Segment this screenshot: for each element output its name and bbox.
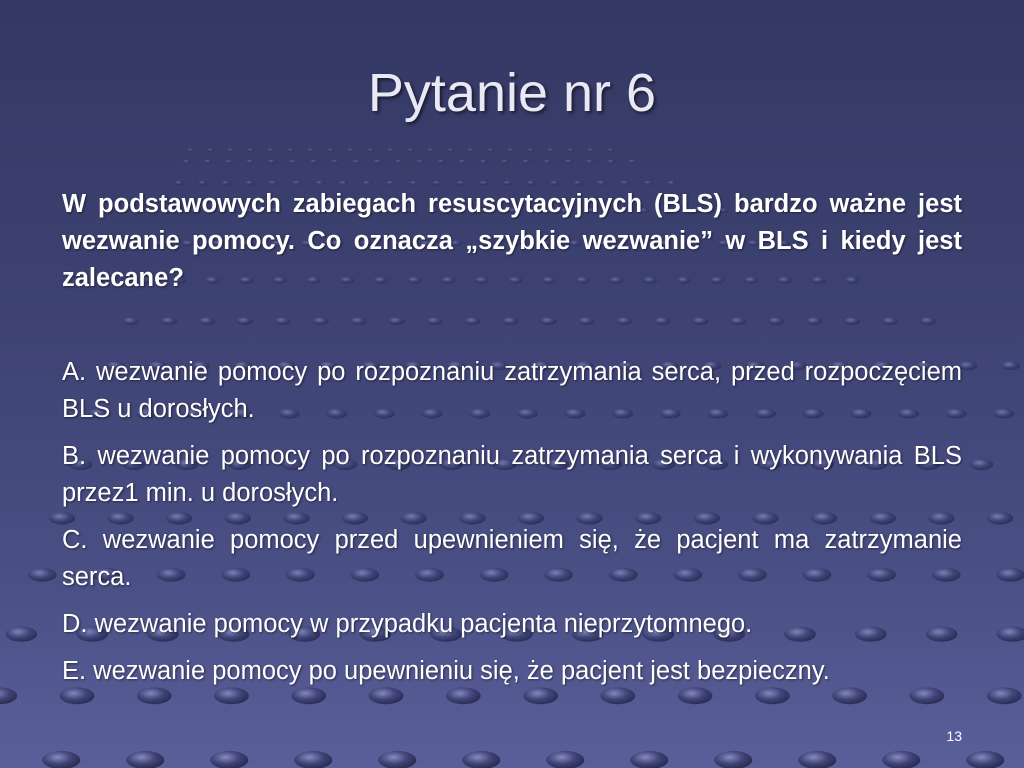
background-dot — [464, 317, 480, 325]
background-dot — [467, 148, 475, 152]
background-dot — [388, 317, 404, 325]
background-dot — [227, 148, 235, 152]
background-dot — [526, 181, 536, 186]
background-dot — [507, 148, 515, 152]
background-dot — [667, 181, 677, 186]
background-dot — [586, 160, 595, 164]
background-dot — [427, 148, 435, 152]
background-dot — [630, 751, 668, 768]
background-dot — [161, 317, 177, 325]
background-dot — [806, 317, 822, 325]
background-dot — [966, 751, 1004, 768]
background-dot — [522, 160, 531, 164]
background-dot — [267, 148, 275, 152]
background-dot — [292, 181, 302, 186]
answer-a: A. wezwanie pomocy po rozpoznaniu zatrzymania serca, przed rozpoczęciem BLS u dorosłych. — [62, 358, 962, 423]
background-dot — [573, 181, 583, 186]
background-dot — [501, 160, 510, 164]
background-dot — [798, 751, 836, 768]
background-dot — [352, 160, 361, 164]
background-dot — [207, 148, 215, 152]
background-dot — [543, 160, 552, 164]
answer-list — [62, 354, 962, 700]
background-dot — [1001, 361, 1020, 370]
background-dot — [502, 317, 518, 325]
question-text: W podstawowych zabiegach resuscytacyjnych (BLS) bardzo ważne jest wezwanie pomocy. Co oznacza „szybkie wezwanie” w BLS i kiedy jest zalecane? — [62, 190, 962, 292]
background-dot — [997, 627, 1024, 642]
background-dot — [210, 751, 248, 768]
background-dot — [267, 160, 276, 164]
background-dot — [416, 160, 425, 164]
background-dot — [268, 181, 278, 186]
background-dot — [174, 181, 184, 186]
background-dot — [503, 181, 513, 186]
background-dot — [362, 181, 372, 186]
answer-b: B. wezwanie pomocy po rozpoznaniu zatrzymania serca i wykonywania BLS przez1 min. u dorosłych. — [62, 442, 962, 507]
background-dot — [567, 148, 575, 152]
background-dot — [432, 181, 442, 186]
answer-c: C. wezwanie pomocy przed upewnieniem się, że pacjent ma zatrzymanie serca. — [62, 526, 962, 591]
background-dot — [339, 181, 349, 186]
background-dot — [447, 148, 455, 152]
background-dot — [310, 160, 319, 164]
background-dot — [407, 148, 415, 152]
background-dot — [247, 148, 255, 152]
background-dot — [327, 148, 335, 152]
background-dot — [844, 317, 860, 325]
background-dot — [315, 181, 325, 186]
slide-number: 13 — [946, 728, 962, 744]
background-dot — [246, 160, 255, 164]
background-dot — [386, 181, 396, 186]
background-dot — [540, 317, 556, 325]
background-dot — [527, 148, 535, 152]
background-dot — [714, 751, 752, 768]
background-dot — [289, 160, 298, 164]
background-dot — [768, 317, 784, 325]
background-dot — [331, 160, 340, 164]
background-dot — [350, 317, 366, 325]
background-dot — [395, 160, 404, 164]
background-dot — [221, 181, 231, 186]
background-dot — [426, 317, 442, 325]
background-dot — [458, 160, 467, 164]
background-dot — [275, 317, 291, 325]
background-dot — [487, 148, 495, 152]
background-dot — [456, 181, 466, 186]
background-dot — [993, 409, 1014, 419]
answer-e: E. wezwanie pomocy po upewnieniu się, że pacjent jest bezpieczny. — [62, 657, 830, 685]
background-dot — [692, 317, 708, 325]
background-dot — [312, 317, 328, 325]
background-dot — [644, 181, 654, 186]
background-dot — [987, 687, 1022, 704]
background-dot — [616, 317, 632, 325]
background-dot — [28, 568, 57, 582]
background-dot — [287, 148, 295, 152]
answer-d: D. wezwanie pomocy w przypadku pacjenta nieprzytomnego. — [62, 610, 753, 638]
background-dot — [199, 317, 215, 325]
background-dot — [479, 181, 489, 186]
background-dot — [409, 181, 419, 186]
background-dot — [245, 181, 255, 186]
background-dot — [654, 317, 670, 325]
background-dot — [237, 317, 253, 325]
background-dot — [347, 148, 355, 152]
background-dot — [920, 317, 936, 325]
background-dot — [0, 687, 17, 704]
background-dot — [204, 160, 213, 164]
background-dot — [182, 160, 191, 164]
background-dot — [550, 181, 560, 186]
background-dot — [307, 148, 315, 152]
background-dot — [387, 148, 395, 152]
background-dot — [607, 160, 616, 164]
background-dot — [198, 181, 208, 186]
background-dot — [882, 751, 920, 768]
background-dot — [126, 751, 164, 768]
background-dot — [996, 568, 1024, 582]
slide-title: Pytanie nr 6 — [367, 63, 657, 123]
background-dot — [597, 181, 607, 186]
background-dot — [987, 512, 1013, 525]
background-dot — [546, 751, 584, 768]
background-dot — [5, 627, 37, 642]
background-dot — [187, 148, 195, 152]
background-dot — [42, 751, 80, 768]
background-dot — [367, 148, 375, 152]
background-dot — [378, 751, 416, 768]
background-dot — [437, 160, 446, 164]
background-dot — [620, 181, 630, 186]
background-dot — [480, 160, 489, 164]
background-dot — [628, 160, 637, 164]
background-dot — [462, 751, 500, 768]
background-dot — [970, 459, 993, 470]
background-dot — [587, 148, 595, 152]
background-dot — [373, 160, 382, 164]
background-dot — [564, 160, 573, 164]
background-dot — [547, 148, 555, 152]
background-dot — [882, 317, 898, 325]
background-dot — [123, 317, 139, 325]
background-dot — [225, 160, 234, 164]
background-dot — [607, 148, 615, 152]
background-dot — [294, 751, 332, 768]
background-dot — [730, 317, 746, 325]
background-dot — [578, 317, 594, 325]
